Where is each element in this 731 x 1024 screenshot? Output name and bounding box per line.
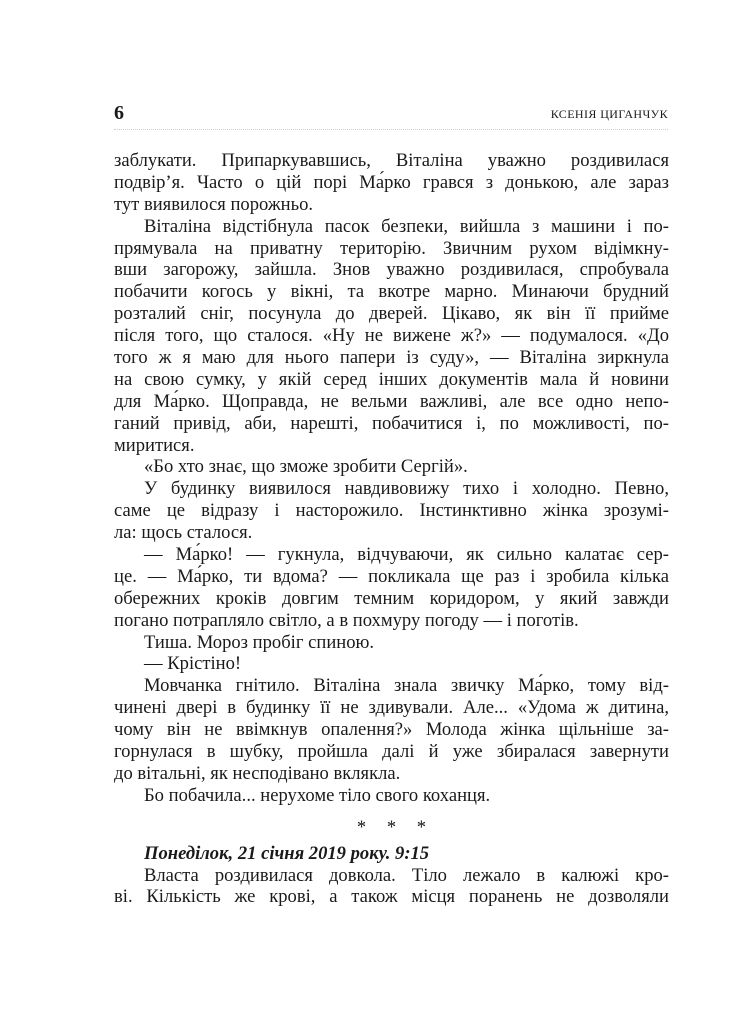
- paragraph-first-line: Тиша. Мороз пробіг спиною.: [144, 631, 375, 653]
- text-line: обережних кроків довгим темним коридором, у який завжди: [114, 587, 669, 609]
- paragraph-first-line: Віталіна відстібнула пасок безпеки, вийшла з машини і по-: [144, 215, 669, 237]
- text-line: для Ма́рко. Щоправда, не вельми важливі, але все одно непо-: [114, 390, 669, 412]
- paragraph-first-line: «Бо хто знає, що зможе зробити Сергій».: [144, 456, 468, 478]
- text-line: тут виявилося порожньо.: [114, 193, 314, 215]
- book-page-body: [114, 150, 669, 908]
- paragraph-first-line: У будинку виявилося навдивовижу тихо і холодно. Певно,: [144, 478, 669, 500]
- text-line: це. — Ма́рко, ти вдома? — покликала ще раз і зробила кілька: [114, 565, 669, 587]
- text-line: миритися.: [114, 434, 195, 456]
- text-line: заблукати. Припаркувавшись, Віталіна уважно роздивилася: [114, 150, 669, 171]
- page-number: 6: [114, 102, 124, 124]
- paragraph-first-line: Мовчанка гнітило. Віталіна знала звичку Ма́рко, тому від-: [144, 675, 669, 697]
- text-line: ганий привід, аби, нарешті, побачитися і, по можливості, по-: [114, 412, 669, 434]
- section-separator: * * *: [356, 816, 435, 838]
- text-line: горнулася в шубку, пройшла далі й уже збиралася завернути: [114, 741, 669, 763]
- page-header: [114, 100, 668, 126]
- text-line: подвір’я. Часто о цій порі Ма́рко грався з донькою, але зараз: [114, 171, 669, 193]
- text-line: чинені двері в будинку її не здивували. Але... «Удома ж дитина,: [114, 697, 669, 719]
- text-line: саме це відразу і насторожило. Інстинктивно жінка зрозумі-: [114, 500, 669, 522]
- paragraph-first-line: Власта роздивилася довкола. Тіло лежало в калюжі кро-: [144, 864, 669, 886]
- text-line: ла: щось сталося.: [114, 522, 253, 544]
- text-line: того ж я маю для нього папери із суду», — Віталіна зиркнула: [114, 347, 669, 369]
- text-line: на свою сумку, у якій серед інших документів мала й новини: [114, 368, 669, 390]
- text-line: вши загорожу, зайшла. Знов уважно роздивилася, спробувала: [114, 259, 669, 281]
- text-line: прямувала на приватну територію. Звичним рухом відімкну-: [114, 237, 669, 259]
- text-line: погано потрапляло світло, а в похмуру погоду — і поготів.: [114, 609, 579, 631]
- text-line: після того, що сталося. «Ну не вижене ж?» — подумалося. «До: [114, 325, 669, 347]
- text-line: до вітальні, як несподівано вклякла.: [114, 762, 401, 784]
- paragraph-first-line: — Крістіно!: [144, 653, 242, 675]
- running-head-author: КСЕНІЯ ЦИГАНЧУК: [550, 107, 668, 121]
- text-line: ві. Кількість же крові, а також місця поранень не дозволяли: [114, 886, 669, 908]
- paragraph-first-line: — Ма́рко! — гукнула, відчуваючи, як сильно калатає сер-: [144, 544, 669, 566]
- header-divider: [114, 129, 668, 130]
- section-subheading: Понеділок, 21 січня 2019 року. 9:15: [144, 842, 430, 864]
- text-line: чому він не ввімкнув опалення?» Молода жінка щільніше за-: [114, 719, 669, 741]
- text-line: побачити когось у вікні, та вкотре марно. Минаючи брудний: [114, 281, 669, 303]
- paragraph-first-line: Бо побачила... нерухоме тіло свого коханця.: [144, 784, 491, 806]
- text-line: розталий сніг, посунула до дверей. Цікаво, як він її прийме: [114, 303, 669, 325]
